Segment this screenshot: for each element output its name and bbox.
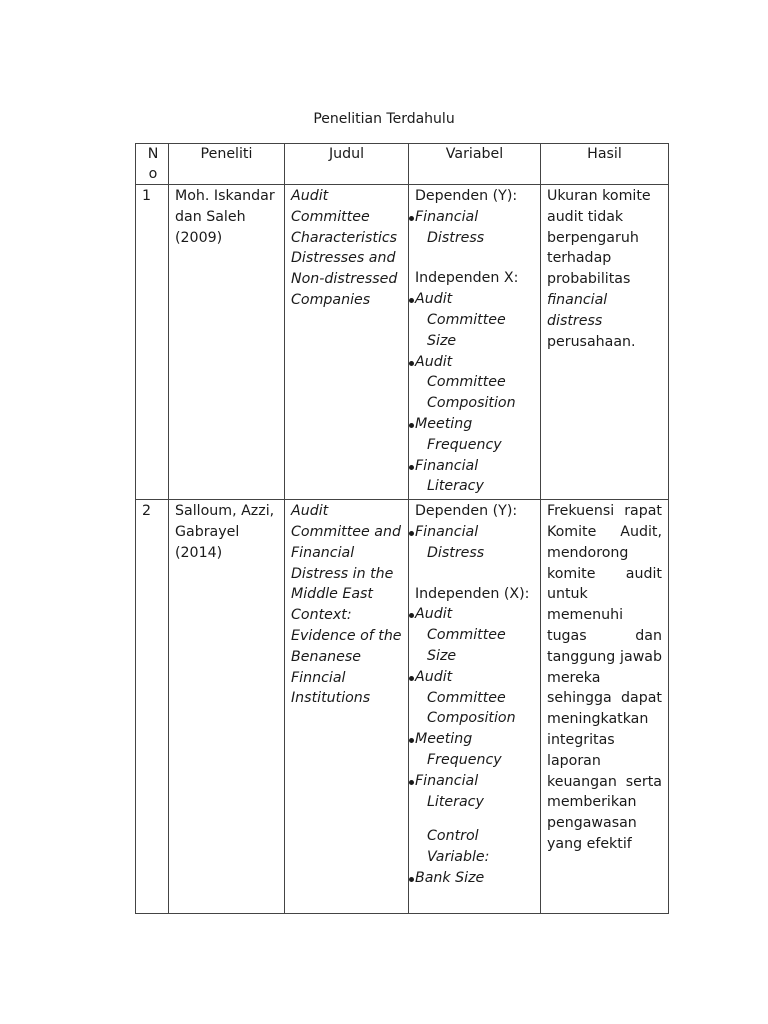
- variable-rest: Committee Composition: [427, 689, 516, 727]
- header-peneliti: Peneliti: [169, 144, 285, 185]
- dependen-list: [415, 522, 534, 564]
- bullet-icon: [409, 298, 414, 303]
- variable-item: [415, 289, 534, 351]
- bullet-icon: [409, 676, 414, 681]
- cell-hasil: Frekuensi rapat Komite Audit, mendorong komite audit untuk memenuhi tugas dan tanggung jawab mereka sehingga dapat meningkatkan integritas laporan keuangan serta memberikan pengawasan yang efektif: [541, 500, 669, 914]
- cell-peneliti: Salloum, Azzi, Gabrayel (2014): [169, 500, 285, 914]
- independen-list: [415, 289, 534, 497]
- variable-rest: Literacy: [427, 478, 484, 495]
- variable-rest: Frequency: [427, 436, 502, 453]
- variable-rest: Committee Composition: [427, 374, 516, 412]
- independen-label: Independen X:: [415, 270, 519, 287]
- independen-list: [415, 604, 534, 812]
- dependen-label: Dependen (Y):: [415, 188, 518, 204]
- bullet-icon: [409, 423, 414, 428]
- cell-judul: Audit Committee Characteristics Distresses and Non-distressed Companies: [285, 185, 409, 500]
- variable-rest: Distress: [427, 229, 485, 246]
- bullet-icon: [409, 216, 414, 221]
- variable-item: [415, 352, 534, 414]
- variable-item: [415, 729, 534, 771]
- cell-judul: Audit Committee and Financial Distress in the Middle East Context: Evidence of the Benanese Finncial Institutions: [285, 500, 409, 914]
- variable-item: [415, 868, 534, 889]
- variable-first: Audit: [415, 606, 453, 623]
- header-judul: Judul: [285, 144, 409, 185]
- variable-rest: Frequency: [427, 751, 502, 768]
- variable-item: [415, 414, 534, 456]
- bullet-icon: [409, 531, 414, 536]
- variable-item: [415, 207, 534, 249]
- control-label: Control Variable:: [427, 828, 490, 866]
- independen-label: Independen (X):: [415, 585, 530, 602]
- hasil-text: Ukuran komite audit tidak berpengaruh terhadap probabilitas: [547, 188, 651, 288]
- cell-hasil: [541, 185, 669, 500]
- variable-first: Audit: [415, 353, 453, 370]
- table-row: [136, 500, 669, 914]
- document-title: Penelitian Terdahulu: [313, 111, 455, 127]
- variable-item: [415, 522, 534, 564]
- variable-first: Audit: [415, 291, 453, 308]
- control-list: [415, 868, 534, 889]
- cell-variabel: [409, 500, 541, 914]
- bullet-icon: [409, 738, 414, 743]
- cell-no: 2: [136, 500, 169, 914]
- bullet-icon: [409, 780, 414, 785]
- table-row: [136, 185, 669, 500]
- variable-rest: Committee Size: [427, 311, 506, 349]
- bullet-icon: [409, 613, 414, 618]
- header-hasil: Hasil: [541, 144, 669, 185]
- variable-first: Audit: [415, 668, 453, 685]
- previous-research-table: [135, 143, 669, 914]
- cell-no: 1: [136, 185, 169, 500]
- variable-item: [415, 604, 534, 666]
- hasil-text-end: perusahaan.: [547, 333, 636, 350]
- variable-item: [415, 771, 534, 813]
- header-variabel: Variabel: [409, 144, 541, 185]
- dependen-list: [415, 207, 534, 249]
- variable-first: Bank Size: [415, 869, 485, 886]
- dependen-label: Dependen (Y):: [415, 503, 518, 520]
- variable-first: Financial: [415, 208, 479, 225]
- header-no: No: [136, 144, 169, 185]
- variable-rest: Literacy: [427, 793, 484, 810]
- cell-peneliti: Moh. Iskandar dan Saleh (2009): [169, 185, 285, 500]
- variable-first: Financial: [415, 523, 479, 540]
- variable-item: [415, 667, 534, 729]
- table-header-row: [136, 144, 669, 185]
- variable-first: Meeting: [415, 731, 473, 748]
- cell-variabel: [409, 185, 541, 500]
- variable-first: Financial: [415, 457, 479, 474]
- bullet-icon: [409, 361, 414, 366]
- bullet-icon: [409, 877, 414, 882]
- variable-item: [415, 456, 534, 498]
- variable-first: Meeting: [415, 415, 473, 432]
- variable-rest: Distress: [427, 544, 485, 561]
- variable-rest: Committee Size: [427, 627, 506, 664]
- variable-first: Financial: [415, 772, 479, 789]
- bullet-icon: [409, 465, 414, 470]
- hasil-italic-text: financial distress: [547, 291, 608, 329]
